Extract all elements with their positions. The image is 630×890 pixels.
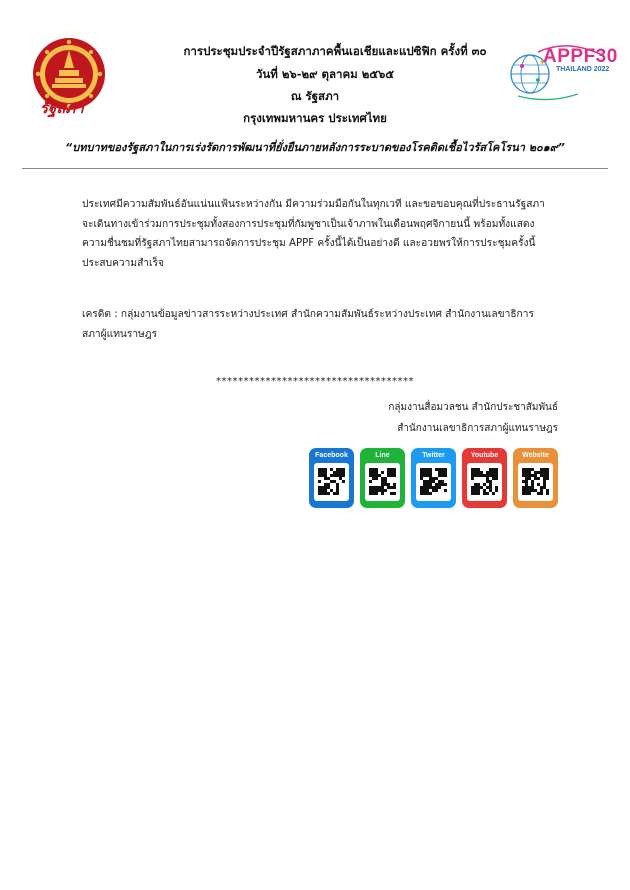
body-paragraph (82, 195, 560, 273)
twitter-qr-code-icon (416, 463, 451, 501)
paragraph-line: จะเดินทางเข้าร่วมการประชุมทั้งสองการประชุมที่กัมพูชาเป็นเจ้าภาพในเดือนพฤศจิกายนนี้ พร้อมทั้งแสดง (82, 218, 535, 230)
paragraph-line: สภาผู้แทนราษฎร (82, 328, 158, 340)
youtube-label: Youtube (470, 452, 499, 459)
youtube-qr-code-icon (467, 463, 502, 501)
paragraph-line: ประเทศมีความสัมพันธ์อันแน่นแฟ้นระหว่างกัน มีความร่วมมือกันในทุกเวที และขอขอบคุณที่ประธานรัฐสภา (82, 199, 545, 210)
facebook-label: Facebook (315, 452, 348, 459)
meeting-dates: วันที่ ๒๖-๒๙ ตุลาคม ๒๕๖๕ (255, 67, 395, 81)
line-label: Line (375, 452, 390, 459)
separator-stars: ************************************ (216, 376, 414, 387)
paragraph-line: ประสบความสำเร็จ (82, 257, 164, 269)
meeting-venue: ณ รัฐสภา (290, 89, 340, 103)
paragraph-line: เครดิต : กลุ่มงานข้อมูลข่าวสารระหว่างประเทศ สำนักความสัมพันธ์ระหว่างประเทศ สำนักงานเลขาธิการ (82, 309, 534, 320)
line-qr-card[interactable] (360, 448, 405, 508)
header-divider (22, 168, 608, 169)
meeting-title: การประชุมประจำปีรัฐสภาภาคพื้นเอเชียและแปซิฟิก ครั้งที่ ๓๐ (183, 44, 487, 58)
appf-logo-title: APPF30 (543, 46, 618, 67)
signature-office: สำนักงานเลขาธิการสภาผู้แทนราษฎร (397, 423, 558, 434)
credit-paragraph (82, 305, 560, 344)
website-label: Website (522, 452, 549, 459)
meeting-location: กรุงเทพมหานคร ประเทศไทย (243, 111, 387, 125)
paragraph-line: ความชื่นชมที่รัฐสภาไทยสามารถจัดการประชุม APPF ครั้งนี้ได้เป็นอย่างดี และอวยพรให้การประชุมครั้งนี้ (82, 238, 536, 249)
youtube-qr-card[interactable] (462, 448, 507, 508)
line-qr-code-icon (365, 463, 400, 501)
facebook-qr-card[interactable] (309, 448, 354, 508)
facebook-qr-code-icon (314, 463, 349, 501)
website-qr-code-icon (518, 463, 553, 501)
website-qr-card[interactable] (513, 448, 558, 508)
emblem-caption: รัฐสภา (40, 99, 84, 117)
signature-unit: กลุ่มงานสื่อมวลชน สำนักประชาสัมพันธ์ (388, 402, 558, 413)
twitter-label: Twitter (422, 452, 445, 459)
appf-logo-subtitle: THAILAND 2022 (556, 66, 610, 73)
meeting-theme: “บทบาทของรัฐสภาในการเร่งรัดการพัฒนาที่ยั่งยืนภายหลังการระบาดของโรคติดเชื้อไวรัสโคโรนา ๒๐๑๙” (65, 141, 565, 154)
social-qr-row (309, 448, 561, 510)
twitter-qr-card[interactable] (411, 448, 456, 508)
